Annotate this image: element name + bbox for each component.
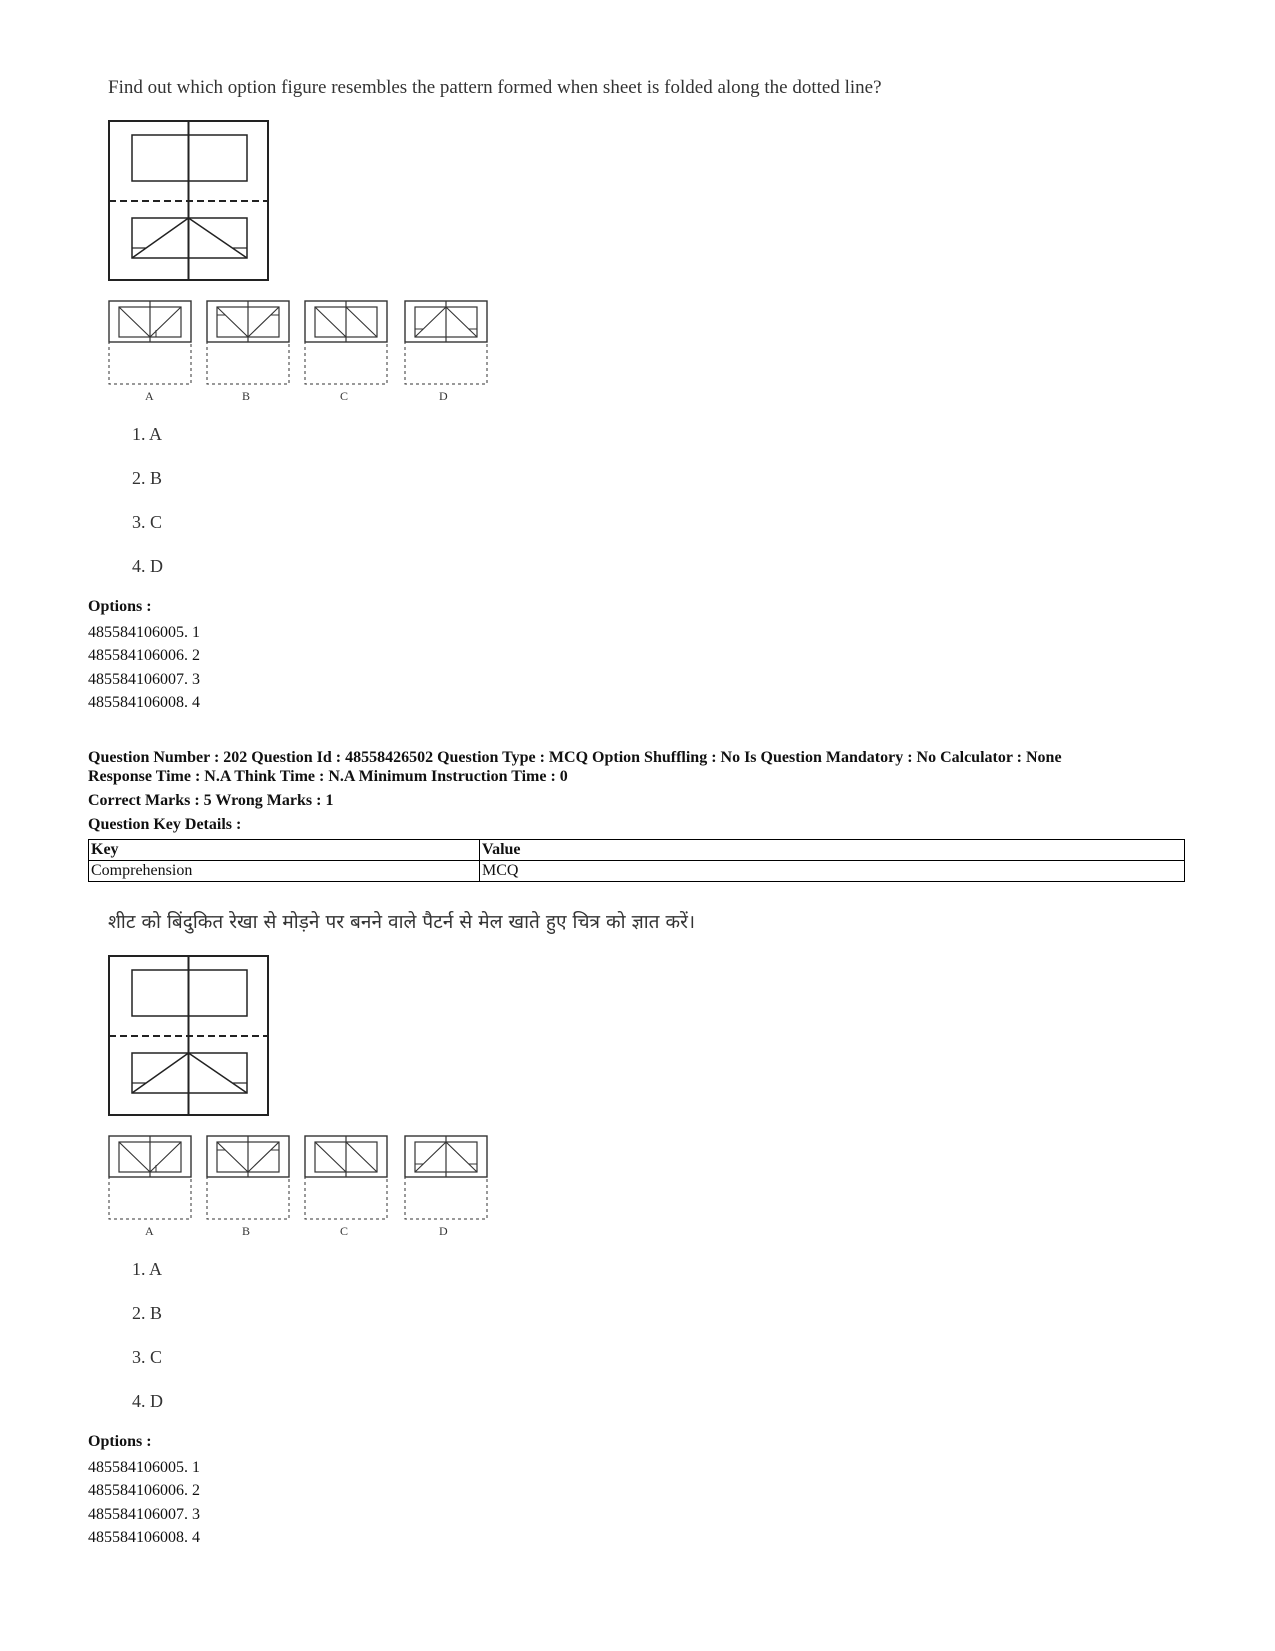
figure-label-a: A [145, 389, 154, 403]
option-id-3-2: 485584106007. 3 [88, 1506, 200, 1523]
option-figure-a-2 [108, 1135, 192, 1225]
choice-3-2: 3. C [132, 1347, 163, 1367]
option-id-3: 485584106007. 3 [88, 671, 200, 688]
question-marks: Correct Marks : 5 Wrong Marks : 1 [88, 792, 334, 809]
choice-3: 3. C [132, 512, 163, 532]
option-figure-b-2 [206, 1135, 290, 1225]
question-meta-line-1: Question Number : 202 Question Id : 48558426502 Question Type : MCQ Option Shuffling : No Is Question Mandatory : No Calculator : None [88, 749, 1062, 766]
figure-label-c: C [340, 389, 349, 403]
table-header-key: Key [89, 840, 480, 861]
table-header-row [89, 840, 1185, 861]
options-heading-2: Options : [88, 1433, 152, 1450]
table-cell-value: MCQ [480, 861, 1185, 882]
figure-label-d-2: D [439, 1224, 448, 1238]
table-header-value: Value [480, 840, 1185, 861]
option-figure-c-2 [304, 1135, 388, 1225]
question-text-english: Find out which option figure resembles the pattern formed when sheet is folded along the dotted line? [108, 77, 882, 98]
choice-1-2: 1. A [132, 1259, 163, 1279]
figure-label-c-2: C [340, 1224, 349, 1238]
options-heading: Options : [88, 598, 152, 615]
question-figure-2 [108, 955, 270, 1117]
question-key-details-heading: Question Key Details : [88, 816, 242, 833]
table-row [89, 861, 1185, 882]
option-figure-d-2 [404, 1135, 488, 1225]
option-id-4-2: 485584106008. 4 [88, 1529, 200, 1546]
choice-2-2: 2. B [132, 1303, 163, 1323]
option-figure-b [206, 300, 290, 390]
option-id-2: 485584106006. 2 [88, 647, 200, 664]
question-figure [108, 120, 270, 282]
choice-4: 4. D [132, 556, 163, 576]
figure-label-a-2: A [145, 1224, 154, 1238]
table-cell-key: Comprehension [89, 861, 480, 882]
option-id-4: 485584106008. 4 [88, 694, 200, 711]
choice-1: 1. A [132, 424, 163, 444]
option-id-1: 485584106005. 1 [88, 624, 200, 641]
question-text-hindi: शीट को बिंदुकित रेखा से मोड़ने पर बनने वाले पैटर्न से मेल खाते हुए चित्र को ज्ञात करें। [108, 911, 696, 933]
question-meta-line-2: Response Time : N.A Think Time : N.A Minimum Instruction Time : 0 [88, 768, 568, 785]
option-figure-a [108, 300, 192, 390]
option-id-1-2: 485584106005. 1 [88, 1459, 200, 1476]
choice-4-2: 4. D [132, 1391, 163, 1411]
choice-2: 2. B [132, 468, 163, 488]
option-figure-d [404, 300, 488, 390]
option-figure-c [304, 300, 388, 390]
figure-label-d: D [439, 389, 448, 403]
figure-label-b-2: B [242, 1224, 251, 1238]
key-details-table [88, 839, 1185, 882]
figure-label-b: B [242, 389, 251, 403]
option-id-2-2: 485584106006. 2 [88, 1482, 200, 1499]
